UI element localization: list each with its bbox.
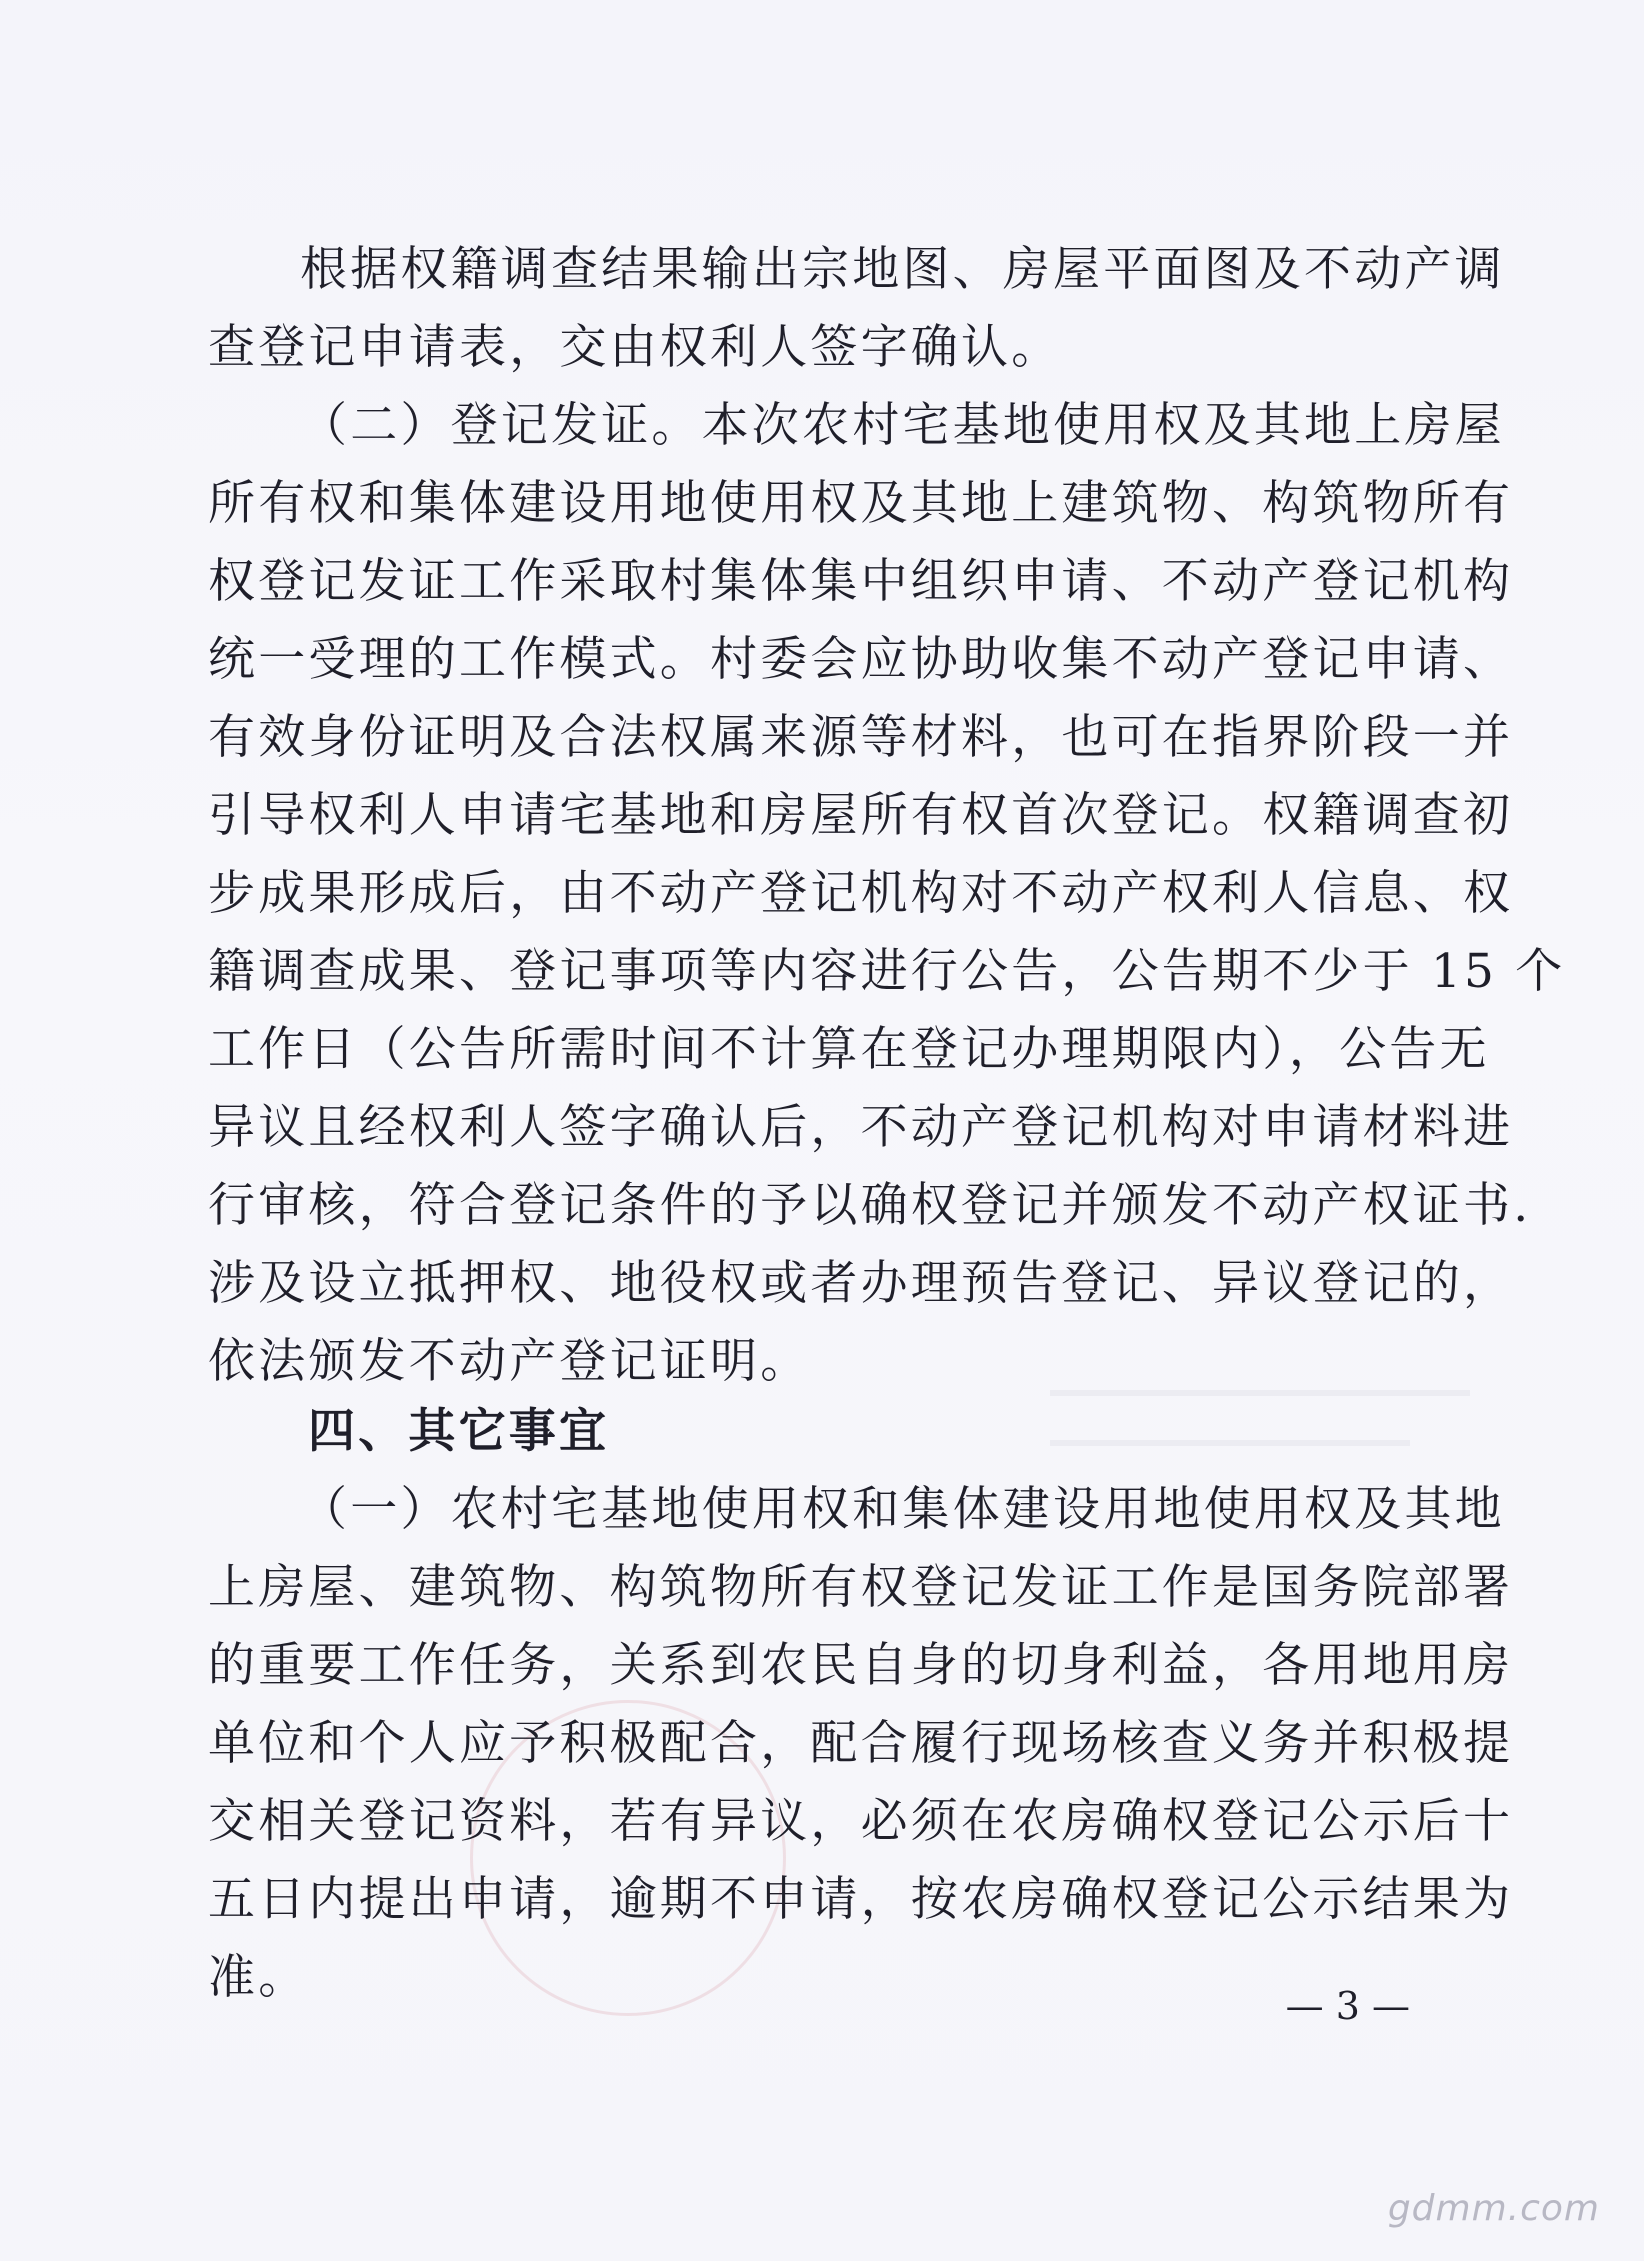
paragraph-line: 查登记申请表，交由权利人签字确认。: [208, 320, 1062, 375]
paragraph-line: 的重要工作任务，关系到农民自身的切身利益，各用地用房: [208, 1638, 1514, 1693]
paragraph-line: 根据权籍调查结果输出宗地图、房屋平面图及不动产调: [300, 242, 1505, 297]
paragraph-line: 引导权利人申请宅基地和房屋所有权首次登记。权籍调查初: [208, 788, 1514, 843]
paragraph-line: 单位和个人应予积极配合，配合履行现场核查义务并积极提: [208, 1716, 1514, 1771]
paragraph-line: 行审核，符合登记条件的予以确权登记并颁发不动产权证书.: [208, 1178, 1532, 1233]
paragraph-line: 异议且经权利人签字确认后，不动产登记机构对申请材料进: [208, 1100, 1514, 1155]
paragraph-line: 籍调查成果、登记事项等内容进行公告，公告期不少于 15 个: [208, 944, 1566, 999]
paragraph-line: 所有权和集体建设用地使用权及其地上建筑物、构筑物所有: [208, 476, 1514, 531]
paragraph-line: 步成果形成后，由不动产登记机构对不动产权利人信息、权: [208, 866, 1514, 921]
show-through-mark: [1050, 1390, 1470, 1396]
paragraph-line: 权登记发证工作采取村集体集中组织申请、不动产登记机构: [208, 554, 1514, 609]
paragraph-line: （一）农村宅基地使用权和集体建设用地使用权及其地: [300, 1482, 1505, 1537]
paragraph-line: 交相关登记资料，若有异议，必须在农房确权登记公示后十: [208, 1794, 1514, 1849]
paragraph-line: 统一受理的工作模式。村委会应协助收集不动产登记申请、: [208, 632, 1514, 687]
paragraph-line: 有效身份证明及合法权属来源等材料，也可在指界阶段一并: [208, 710, 1514, 765]
paragraph-line: 涉及设立抵押权、地役权或者办理预告登记、异议登记的，: [208, 1256, 1514, 1311]
paragraph-line: 五日内提出申请，逾期不申请，按农房确权登记公示结果为: [208, 1872, 1514, 1927]
paragraph-line: 工作日（公告所需时间不计算在登记办理期限内），公告无: [208, 1022, 1490, 1077]
site-watermark: gdmm.com: [1387, 2188, 1600, 2229]
section-heading: 四、其它事宜: [308, 1404, 610, 1459]
paragraph-line: 上房屋、建筑物、构筑物所有权登记发证工作是国务院部署: [208, 1560, 1514, 1615]
page-number: — 3 —: [1285, 1984, 1410, 2028]
paragraph-line: 准。: [208, 1950, 309, 2005]
paragraph-line: （二）登记发证。本次农村宅基地使用权及其地上房屋: [300, 398, 1505, 453]
show-through-mark: [1050, 1440, 1410, 1446]
paragraph-line: 依法颁发不动产登记证明。: [208, 1334, 811, 1389]
